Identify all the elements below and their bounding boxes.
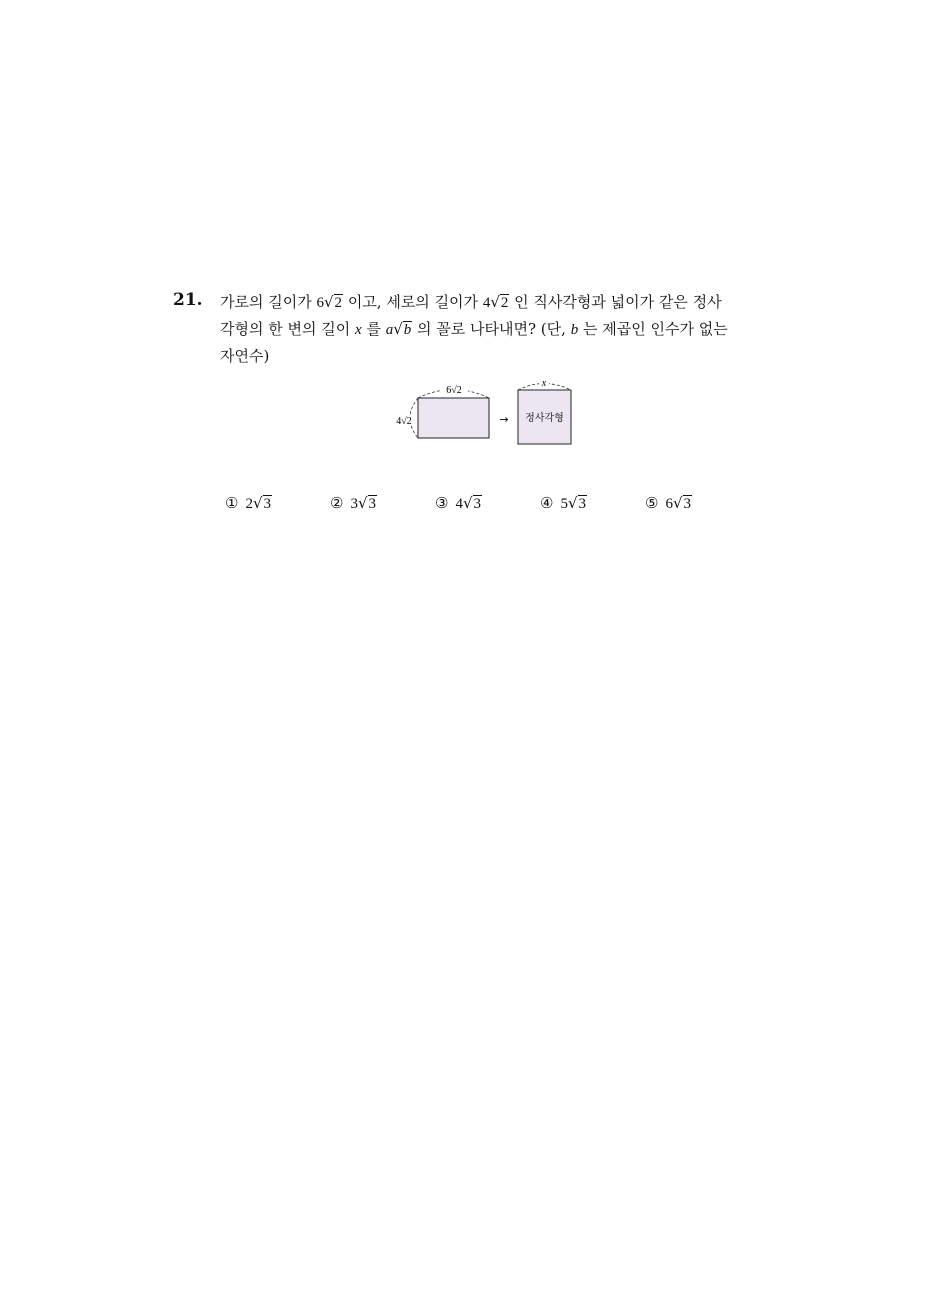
problem-number: 21. (173, 290, 203, 310)
choice-coefficient: 3 (350, 496, 358, 512)
choice-coefficient: 6 (665, 496, 673, 512)
variable-b-radicand: b (403, 322, 412, 338)
choice-5[interactable] (645, 494, 692, 513)
problem-line-3: 자연수) (220, 347, 270, 365)
form-sqrt: √b (393, 320, 412, 338)
arrow-icon: → (499, 413, 509, 426)
choice-sqrt: √3 (357, 494, 377, 512)
text-segment: 는 제곱인 인수가 없는 (578, 320, 728, 338)
choice-sqrt: √3 (252, 494, 272, 512)
variable-x: x (355, 322, 362, 338)
choice-4[interactable] (540, 494, 587, 513)
square-side-label: x (541, 378, 547, 389)
choice-radicand: 3 (578, 496, 587, 512)
height-sqrt: √2 (490, 293, 509, 311)
width-radicand: 2 (334, 295, 343, 311)
text-segment: 를 (361, 320, 386, 338)
figure (388, 377, 588, 452)
choice-radicand: 3 (263, 496, 272, 512)
text-segment: 가로의 길이가 (220, 293, 317, 311)
choice-sqrt: √3 (567, 494, 587, 512)
text-segment: 각형의 한 변의 길이 (220, 320, 355, 338)
width-sqrt: √2 (323, 293, 343, 311)
choice-number: ① (225, 494, 239, 512)
text-segment: 의 꼴로 나타내면? (단, (412, 320, 571, 338)
choice-number: ④ (540, 494, 554, 512)
width-coefficient: 6 (316, 295, 324, 311)
variable-a: a (385, 322, 394, 338)
choice-sqrt: √3 (462, 494, 482, 512)
choice-sqrt: √3 (672, 494, 692, 512)
choice-3[interactable] (435, 494, 482, 513)
text-segment: 인 직사각형과 넓이가 같은 정사 (509, 293, 722, 311)
choice-number: ⑤ (645, 494, 659, 512)
choice-coefficient: 4 (455, 496, 463, 512)
problem-line-2 (220, 316, 760, 343)
choice-coefficient: 5 (560, 496, 568, 512)
choice-radicand: 3 (683, 496, 692, 512)
height-coefficient: 4 (482, 295, 491, 311)
rect-height-label: 4√2 (396, 416, 412, 427)
choice-radicand: 3 (368, 496, 377, 512)
variable-b: b (570, 322, 579, 338)
text-segment: 이고, 세로의 길이가 (343, 293, 483, 311)
problem-line-1 (220, 289, 760, 316)
choice-radicand: 3 (473, 496, 482, 512)
rect-width-label: 6√2 (446, 385, 462, 396)
choice-1[interactable] (225, 494, 272, 513)
choice-number: ③ (435, 494, 449, 512)
choice-2[interactable] (330, 494, 377, 513)
square-label: 정사각형 (525, 413, 564, 424)
choice-coefficient: 2 (245, 496, 253, 512)
choice-number: ② (330, 494, 344, 512)
rectangle (418, 398, 489, 438)
height-radicand: 2 (500, 295, 509, 311)
problem-text (220, 289, 760, 369)
